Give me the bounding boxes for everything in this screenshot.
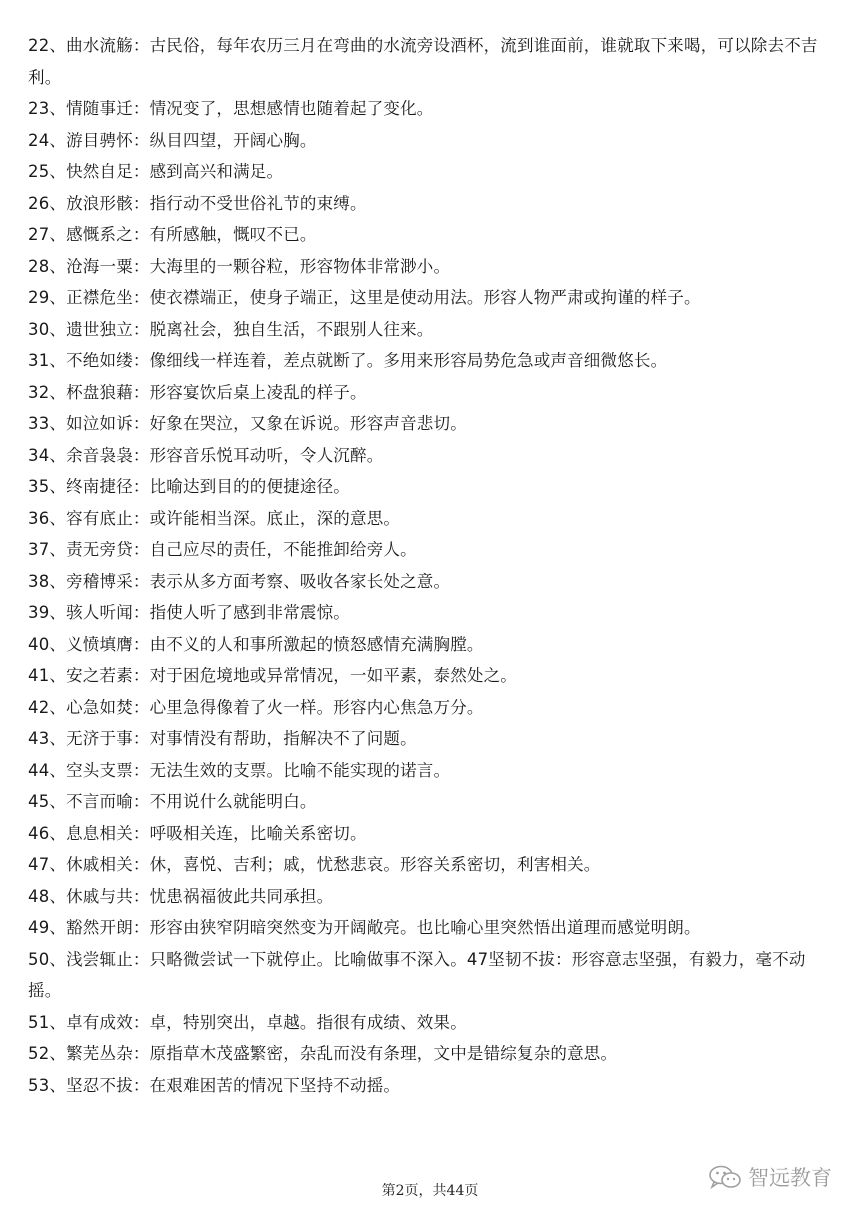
wechat-icon bbox=[708, 1164, 742, 1190]
list-item: 24、游目骋怀：纵目四望，开阔心胸。 bbox=[28, 130, 317, 150]
list-item: 53、坚忍不拔：在艰难困苦的情况下坚持不动摇。 bbox=[28, 1075, 401, 1095]
list-item: 50、浅尝辄止：只略微尝试一下就停止。比喻做事不深入。47坚韧不拔：形容意志坚强，有毅力，毫不动摇。 bbox=[28, 949, 806, 1000]
list-item: 44、空头支票：无法生效的支票。比喻不能实现的诺言。 bbox=[28, 760, 451, 780]
list-item: 35、终南捷径：比喻达到目的的便捷途径。 bbox=[28, 477, 350, 496]
list-item: 22、曲水流觞：古民俗，每年农历三月在弯曲的水流旁设酒杯，流到谁面前，谁就取下来喝，可以除去不吉利。 bbox=[28, 36, 818, 87]
list-item: 38、旁稽博采：表示从多方面考察、吸收各家长处之意。 bbox=[28, 571, 451, 591]
list-item: 30、遗世独立：脱离社会，独自生活，不跟别人往来。 bbox=[28, 319, 434, 339]
list-item: 27、感慨系之：有所感触，慨叹不已。 bbox=[28, 225, 317, 244]
list-item: 36、容有底止：或许能相当深。底止，深的意思。 bbox=[28, 508, 401, 528]
page-number: 第2页，共44页 bbox=[381, 1183, 479, 1199]
list-item: 49、豁然开朗：形容由狭窄阴暗突然变为开阔敞亮。也比喻心里突然悟出道理而感觉明朗。 bbox=[28, 918, 701, 937]
list-item: 23、情随事迁：情况变了，思想感情也随着起了变化。 bbox=[28, 99, 434, 118]
list-item: 31、不绝如缕：像细线一样连着，差点就断了。多用来形容局势危急或声音细微悠长。 bbox=[28, 351, 668, 370]
list-item: 51、卓有成效：卓，特别突出，卓越。指很有成绩、效果。 bbox=[28, 1012, 467, 1032]
list-item: 37、责无旁贷：自己应尽的责任，不能推卸给旁人。 bbox=[28, 540, 417, 559]
list-item: 42、心急如焚：心里急得像着了火一样。形容内心焦急万分。 bbox=[28, 697, 484, 717]
list-item: 32、杯盘狼藉：形容宴饮后桌上凌乱的样子。 bbox=[28, 382, 367, 402]
list-item: 28、沧海一粟：大海里的一颗谷粒，形容物体非常渺小。 bbox=[28, 256, 451, 276]
list-item: 46、息息相关：呼吸相关连，比喻关系密切。 bbox=[28, 823, 367, 843]
idiom-list bbox=[28, 30, 834, 1101]
list-item: 39、骇人听闻：指使人听了感到非常震惊。 bbox=[28, 603, 350, 622]
list-item: 40、义愤填膺：由不义的人和事所激起的愤怒感情充满胸膛。 bbox=[28, 634, 484, 654]
list-item: 29、正襟危坐：使衣襟端正，使身子端正，这里是使动用法。形容人物严肃或拘谨的样子。 bbox=[28, 288, 701, 307]
list-item: 45、不言而喻：不用说什么就能明白。 bbox=[28, 792, 317, 811]
list-item: 41、安之若素：对于困危境地或异常情况，一如平素，泰然处之。 bbox=[28, 666, 517, 685]
watermark bbox=[708, 1162, 832, 1192]
list-item: 52、繁芜丛杂：原指草木茂盛繁密，杂乱而没有条理，文中是错综复杂的意思。 bbox=[28, 1044, 618, 1063]
list-item: 33、如泣如诉：好象在哭泣，又象在诉说。形容声音悲切。 bbox=[28, 414, 467, 433]
list-item: 34、余音袅袅：形容音乐悦耳动听，令人沉醉。 bbox=[28, 445, 384, 465]
watermark-text: 智远教育 bbox=[748, 1166, 832, 1190]
list-item: 47、休戚相关：休，喜悦、吉利；戚，忧愁悲哀。形容关系密切，利害相关。 bbox=[28, 855, 601, 874]
list-item: 25、快然自足：感到高兴和满足。 bbox=[28, 162, 284, 181]
list-item: 48、休戚与共：忧患祸福彼此共同承担。 bbox=[28, 886, 334, 906]
list-item: 43、无济于事：对事情没有帮助，指解决不了问题。 bbox=[28, 729, 417, 748]
list-item: 26、放浪形骸：指行动不受世俗礼节的束缚。 bbox=[28, 193, 367, 213]
